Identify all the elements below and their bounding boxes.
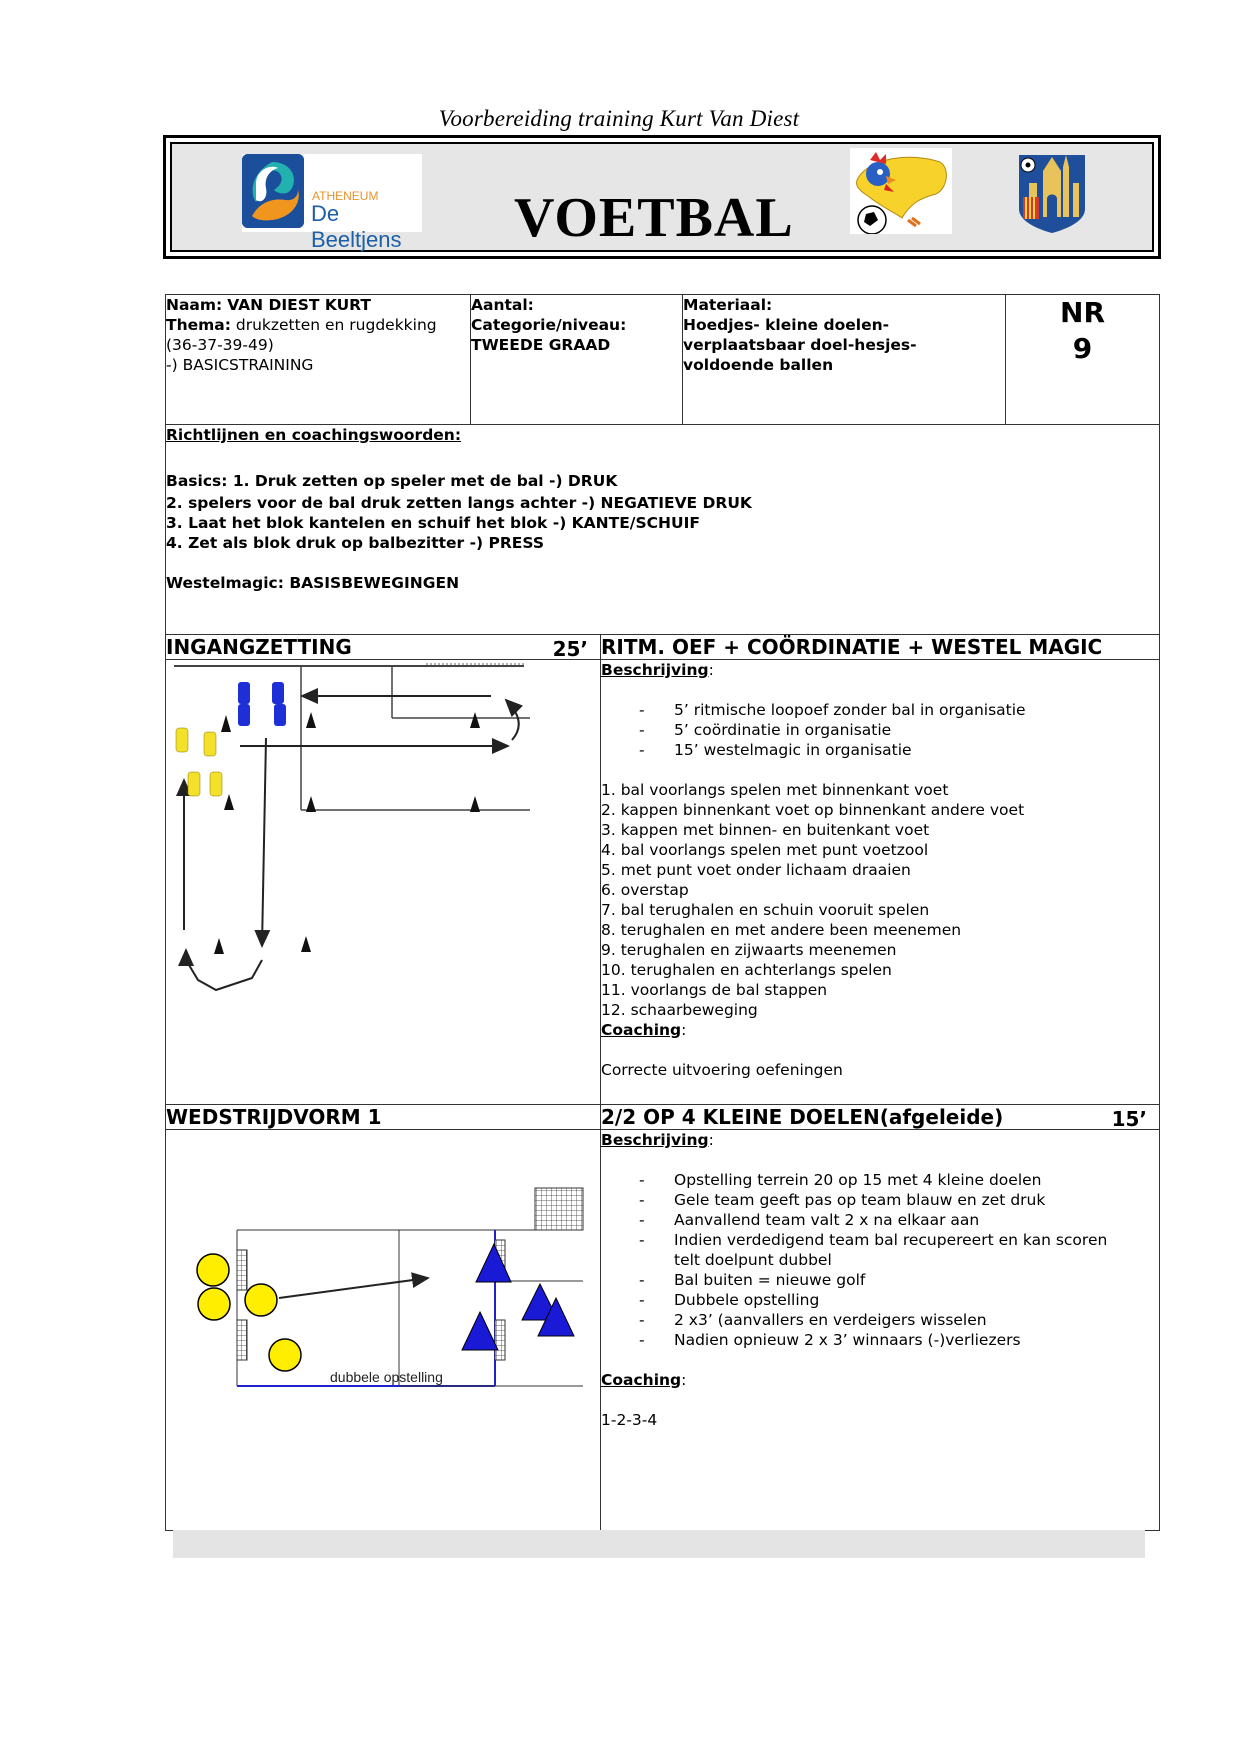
list-item: - Dubbele opstelling	[601, 1290, 1159, 1310]
section-2-right-title	[601, 1105, 1160, 1130]
basics-line: 4. Zet als blok druk op balbezitter -) PRESS	[166, 534, 545, 552]
categorie-label: Categorie/niveau:	[471, 316, 627, 334]
list-item: 10. terughalen en achterlangs spelen	[601, 961, 892, 979]
footer-bar	[173, 1530, 1145, 1558]
coaching-label: Coaching	[601, 1021, 682, 1039]
aantal-cell	[471, 295, 683, 425]
list-item: 5. met punt voet onder lichaam draaien	[601, 861, 911, 879]
list-item: - 2 x3’ (aanvallers en verdeigers wisselen	[601, 1310, 1159, 1330]
section-title: WEDSTRIJDVORM 1	[166, 1105, 382, 1129]
nr-cell	[1006, 295, 1160, 425]
diagram-label: dubbele opstelling	[330, 1369, 443, 1385]
coaching-text: 1-2-3-4	[601, 1411, 658, 1429]
training-sheet-table	[165, 294, 1160, 1531]
coaching-text: Correcte uitvoering oefeningen	[601, 1061, 843, 1079]
school-logo-icon	[242, 154, 304, 228]
beschrijving-label: Beschrijving	[601, 1131, 709, 1149]
list-item: 3. kappen met binnen- en buitenkant voet	[601, 821, 930, 839]
list-item: 7. bal terughalen en schuin vooruit spelen	[601, 901, 930, 919]
header-banner-inner	[170, 142, 1154, 252]
section-1-left-title	[166, 635, 601, 660]
section-duration: 25’	[552, 637, 588, 661]
section-title: INGANGZETTING	[166, 635, 352, 659]
beschrijving-label: Beschrijving	[601, 661, 709, 679]
rooster-mascot-icon	[850, 148, 952, 234]
header-banner	[163, 135, 1161, 259]
section-2-body-row	[166, 1130, 1160, 1531]
list-item: - Aanvallend team valt 2 x na elkaar aan	[601, 1210, 1159, 1230]
basics-line: 3. Laat het blok kantelen en schuif het blok -) KANTE/SCHUIF	[166, 514, 700, 532]
categorie-value: TWEEDE GRAAD	[471, 336, 611, 354]
exercise-duration: 15’	[1111, 1107, 1148, 1131]
info-row	[166, 295, 1160, 425]
richtlijnen-heading: Richtlijnen en coachingswoorden:	[166, 426, 462, 444]
section-1-diagram-cell	[166, 660, 601, 1105]
list-item: - 5’ ritmische loopoef zonder bal in organisatie	[601, 700, 1159, 720]
nr-label: NR	[1060, 296, 1106, 329]
list-item: - Nadien opnieuw 2 x 3’ winnaars (-)verliezers	[601, 1330, 1159, 1350]
section-1-numbered-list	[601, 780, 1159, 1020]
naam-value: VAN DIEST KURT	[227, 296, 371, 314]
page-title: VOETBAL	[514, 187, 794, 249]
materiaal-cell	[683, 295, 1006, 425]
list-item: - 15’ westelmagic in organisatie	[601, 740, 1159, 760]
list-item: 1. bal voorlangs spelen met binnenkant voet	[601, 781, 949, 799]
naam-label: Naam:	[166, 296, 223, 314]
list-item: 8. terughalen en met andere been meenemen	[601, 921, 962, 939]
section-1-right-title	[601, 635, 1160, 660]
school-logo	[242, 154, 422, 252]
section-2-left-title	[166, 1105, 601, 1130]
materiaal-label: Materiaal:	[683, 296, 773, 314]
section-1-body-row	[166, 660, 1160, 1105]
list-item: - Indien verdedigend team bal recupereert en kan scoren telt doelpunt dubbel	[601, 1230, 1159, 1270]
list-item: 9. terughalen en zijwaarts meenemen	[601, 941, 897, 959]
thema-extra: -) BASICSTRAINING	[166, 356, 314, 374]
section-2-diagram-cell	[166, 1130, 601, 1531]
section-2-dash-list	[601, 1170, 1159, 1350]
club-crest-icon	[1017, 153, 1087, 233]
thema-label: Thema:	[166, 316, 231, 334]
school-logo-line1: ATHENEUM	[312, 189, 379, 203]
section-1-dash-list	[601, 700, 1159, 760]
richtlijnen-cell	[166, 425, 1160, 635]
basics-line: 2. spelers voor de bal druk zetten langs achter -) NEGATIEVE DRUK	[166, 494, 752, 512]
section-1-header-row	[166, 635, 1160, 660]
exercise-title: RITM. OEF + COÖRDINATIE + WESTEL MAGIC	[601, 635, 1103, 659]
list-item: 11. voorlangs de bal stappen	[601, 981, 828, 999]
list-item: 12. schaarbeweging	[601, 1001, 758, 1019]
coaching-label: Coaching	[601, 1371, 682, 1389]
list-item: - Opstelling terrein 20 op 15 met 4 kleine doelen	[601, 1170, 1159, 1190]
ingangzetting-diagram	[166, 660, 600, 1104]
wedstrijdvorm-diagram	[166, 1130, 600, 1530]
list-item: 4. bal voorlangs spelen met punt voetzool	[601, 841, 929, 859]
basics-line: Basics: 1. Druk zetten op speler met de bal -) DRUK	[166, 472, 618, 490]
list-item: - 5’ coördinatie in organisatie	[601, 720, 1159, 740]
richtlijnen-row	[166, 425, 1160, 635]
nr-value: 9	[1072, 332, 1093, 365]
section-2-header-row	[166, 1105, 1160, 1130]
aantal-label: Aantal:	[471, 296, 534, 314]
list-item: - Bal buiten = nieuwe golf	[601, 1270, 1159, 1290]
section-2-description: Beschrijving: - Opstelling terrein 20 op 15 met 4 kleine doelen - Gele team geeft pas op team blauw en zet druk - Aanvallend team valt 2 x na elkaar aan - Indien verdedigend team bal recupereert en kan scoren telt doelpunt dubbel - Bal buiten = nieuwe golf - Dubbele opstelling - 2 x3’ (aanvallers en verdeigers wisselen - Nadien opnieuw 2 x 3’ winnaars (-)verliezers Coaching: 1-2-3-4	[601, 1130, 1160, 1531]
thema-value: drukzetten en rugdekking (36-37-39-49)	[166, 316, 437, 354]
naam-cell	[166, 295, 471, 425]
section-1-description: Beschrijving: - 5’ ritmische loopoef zonder bal in organisatie - 5’ coördinatie in organisatie - 15’ westelmagic in organisatie 1. bal voorlangs spelen met binnenkant voet 2. kappen binnenkant voet op binnenkant andere voet 3. kappen met binnen- en buitenkant voet 4. bal voorlangs spelen met punt voetzool 5. met punt voet onder lichaam draaien 6. overstap 7. bal terughalen en schuin vooruit spelen 8. terughalen en met andere been meenemen 9. terughalen en zijwaarts meenemen 10. terughalen en achterlangs spelen 11. voorlangs de bal stappen 12. schaarbeweging Coaching: Correcte uitvoering oefeningen	[601, 660, 1160, 1105]
list-item: 2. kappen binnenkant voet op binnenkant andere voet	[601, 801, 1025, 819]
document-subtitle: Voorbereiding training Kurt Van Diest	[438, 106, 800, 131]
school-logo-line2: De Beeltjens	[311, 201, 402, 252]
exercise-title: 2/2 OP 4 KLEINE DOELEN(afgeleide)	[601, 1105, 1004, 1129]
list-item: 6. overstap	[601, 881, 689, 899]
westelmagic-line: Westelmagic: BASISBEWEGINGEN	[166, 574, 460, 592]
list-item: - Gele team geeft pas op team blauw en zet druk	[601, 1190, 1159, 1210]
materiaal-value: Hoedjes- kleine doelen-verplaatsbaar doel-hesjes-voldoende ballen	[683, 316, 917, 374]
